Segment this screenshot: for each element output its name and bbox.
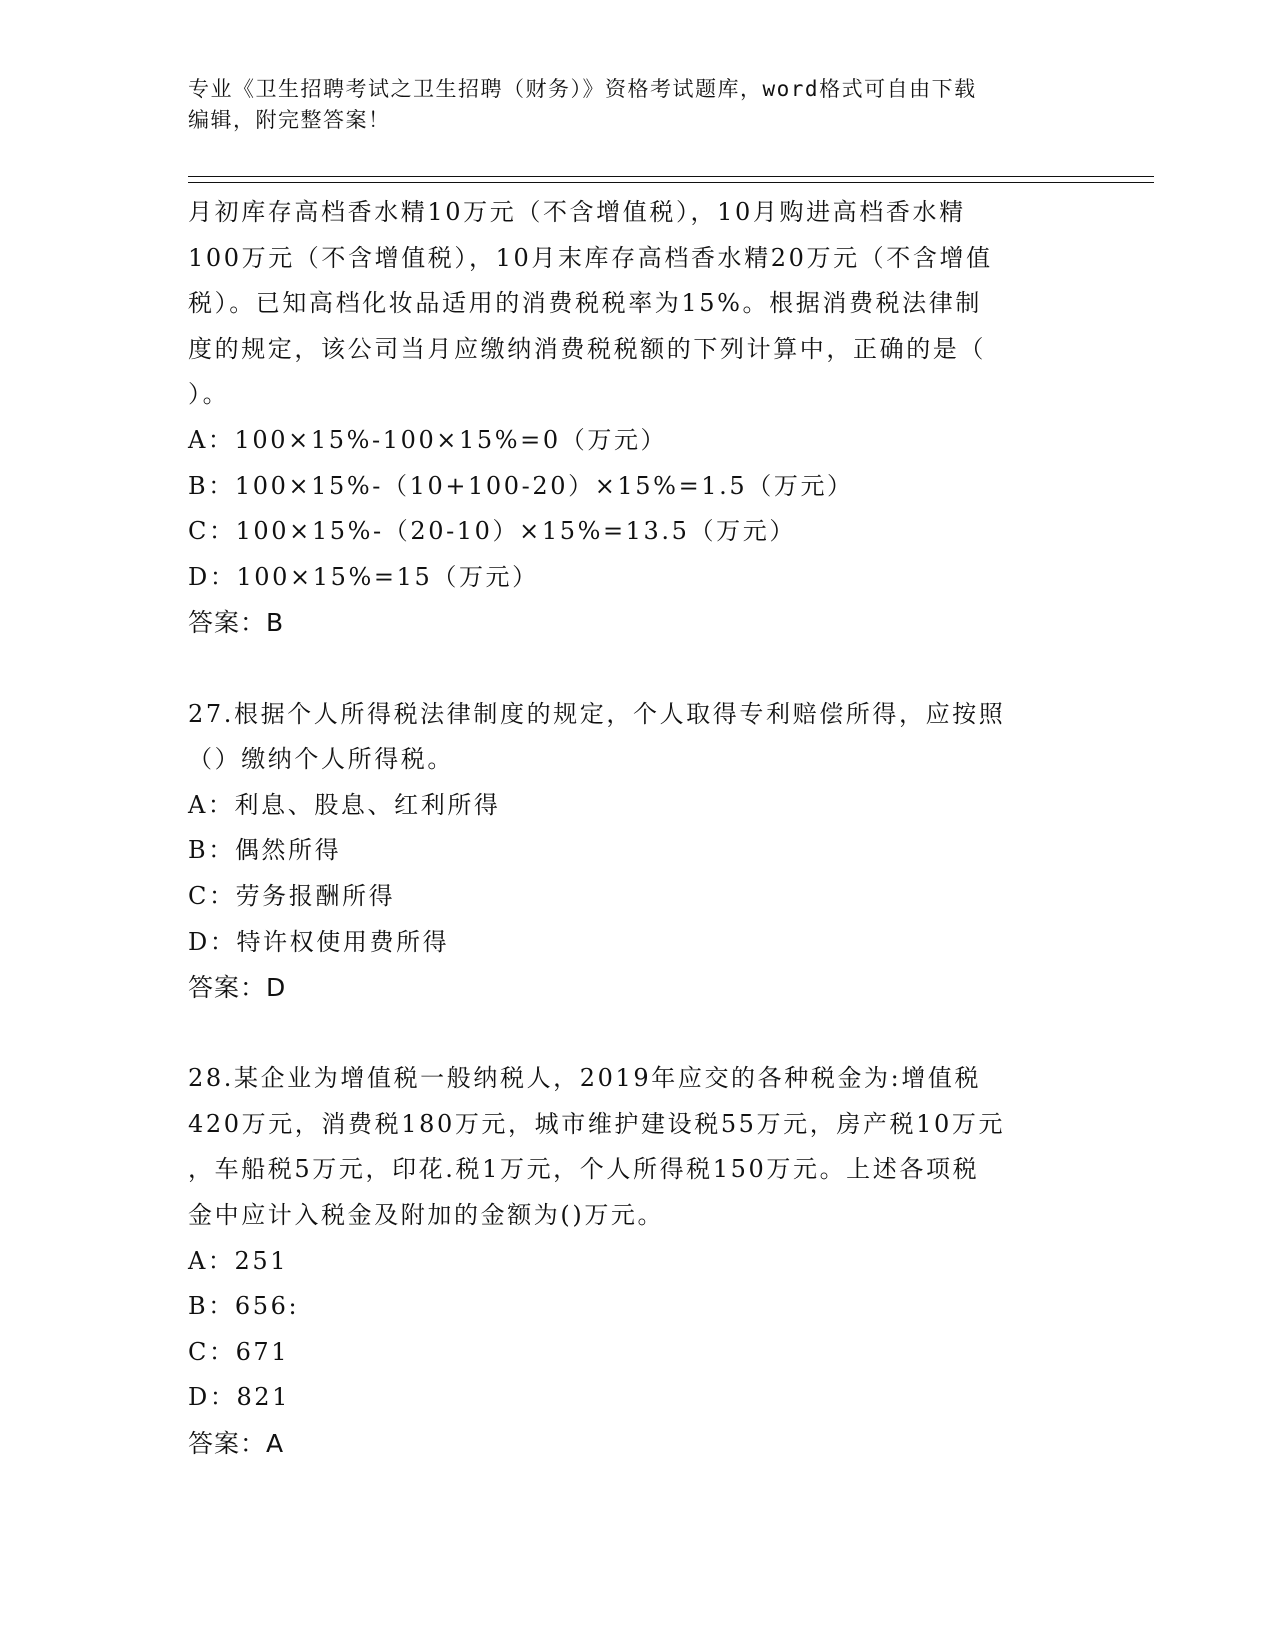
question-stem-line: 税）。已知高档化妆品适用的消费税税率为15%。根据消费税法律制 bbox=[188, 289, 982, 318]
question-stem-line: ，车船税5万元，印花.税1万元，个人所得税150万元。上述各项税 bbox=[188, 1155, 980, 1184]
question-stem-line: 月初库存高档香水精10万元（不含增值税），10月购进高档香水精 bbox=[188, 198, 966, 226]
question-spacer bbox=[188, 646, 1088, 692]
answer-line: 答案：D bbox=[188, 973, 287, 1003]
option-c: C：100×15%-（20-10）×15%=13.5（万元） bbox=[188, 517, 796, 546]
question-stem-line: （）缴纳个人所得税。 bbox=[188, 745, 454, 774]
option-d: D：821 bbox=[188, 1383, 291, 1412]
option-d: D：特许权使用费所得 bbox=[188, 927, 450, 956]
question-stem-line: 28.某企业为增值税一般纳税人，2019年应交的各种税金为:增值税 bbox=[188, 1064, 982, 1093]
question-stem-line: 度的规定，该公司当月应缴纳消费税税额的下列计算中，正确的是（ bbox=[188, 334, 986, 363]
question-stem-line: 27.根据个人所得税法律制度的规定，个人取得专利赔偿所得，应按照 bbox=[188, 699, 1006, 728]
question-27 bbox=[188, 692, 1088, 1011]
option-c: C：671 bbox=[188, 1337, 290, 1366]
option-c: C：劳务报酬所得 bbox=[188, 881, 396, 910]
option-d: D：100×15%=15（万元） bbox=[188, 562, 539, 591]
option-b: B：656: bbox=[188, 1292, 300, 1321]
option-b: B：偶然所得 bbox=[188, 836, 342, 865]
question-spacer bbox=[188, 1011, 1088, 1057]
answer-line: 答案：A bbox=[188, 1429, 285, 1459]
header-line-1: 专业《卫生招聘考试之卫生招聘（财务）》资格考试题库，word格式可自由下载 bbox=[188, 77, 977, 101]
question-28 bbox=[188, 1056, 1088, 1466]
option-b: B：100×15%-（10+100-20）×15%=1.5（万元） bbox=[188, 471, 854, 500]
question-26-continued bbox=[188, 190, 1088, 646]
answer-line: 答案：B bbox=[188, 608, 285, 638]
option-a: A：100×15%-100×15%=0（万元） bbox=[188, 425, 668, 454]
document-header bbox=[188, 74, 1088, 136]
header-divider-top bbox=[188, 176, 1154, 177]
header-line-2: 编辑，附完整答案！ bbox=[188, 108, 391, 132]
question-stem-line: ）。 bbox=[188, 380, 230, 409]
question-stem-line: 100万元（不含增值税），10月末库存高档香水精20万元（不含增值 bbox=[188, 243, 993, 272]
header-divider-bottom bbox=[188, 182, 1154, 183]
question-stem-line: 金中应计入税金及附加的金额为()万元。 bbox=[188, 1201, 665, 1230]
document-body bbox=[188, 190, 1088, 1467]
option-a: A：251 bbox=[188, 1246, 289, 1275]
question-stem-line: 420万元，消费税180万元，城市维护建设税55万元，房产税10万元 bbox=[188, 1109, 1006, 1138]
option-a: A：利息、股息、红利所得 bbox=[188, 790, 501, 819]
